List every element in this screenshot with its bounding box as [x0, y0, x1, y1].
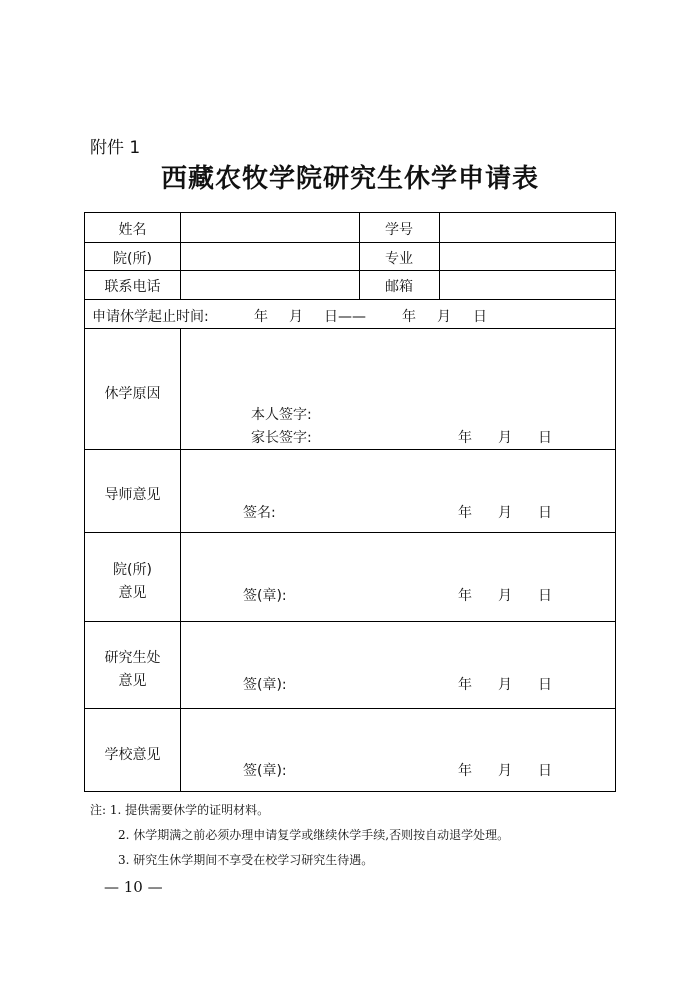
period-start-year: 年	[254, 309, 268, 325]
period-end-day: 日	[473, 309, 487, 325]
reason-label: 休学原因	[104, 386, 161, 402]
college-date: 年 月 日	[458, 588, 552, 604]
school-seal-label: 签(章):	[243, 763, 287, 779]
period-start-month: 月	[289, 309, 303, 325]
phone-field[interactable]	[185, 276, 355, 294]
college-seal-label: 签(章):	[243, 588, 287, 604]
student-id-label: 学号	[385, 222, 413, 238]
advisor-date: 年 月 日	[458, 505, 552, 521]
major-field[interactable]	[445, 248, 615, 266]
phone-label: 联系电话	[104, 279, 161, 295]
parent-signature-label: 家长签字:	[251, 430, 312, 446]
grad-office-opinion-label: 研究生处	[104, 650, 161, 666]
note-2: 2. 休学期满之前必须办理申请复学或继续休学手续,否则按自动退学处理。	[118, 828, 510, 842]
college-opinion-field[interactable]	[185, 537, 613, 577]
grad-office-seal-label: 签(章):	[243, 677, 287, 693]
email-field[interactable]	[445, 276, 615, 294]
reason-field[interactable]	[185, 333, 613, 403]
note-3: 3. 研究生休学期间不享受在校学习研究生待遇。	[118, 853, 374, 867]
period-label: 申请休学起止时间:	[92, 309, 209, 325]
note-1: 注: 1. 提供需要休学的证明材料。	[90, 803, 270, 817]
college-opinion-label-2: 意见	[118, 585, 147, 601]
attachment-label: 附件 1	[90, 138, 141, 158]
page-title: 西藏农牧学院研究生休学申请表	[160, 164, 539, 194]
period-end-year: 年	[402, 309, 416, 325]
college-opinion-label: 院(所)	[113, 562, 152, 578]
reason-date: 年 月 日	[458, 430, 552, 446]
period-start-day: 日——	[324, 309, 366, 325]
college-label: 院(所)	[113, 251, 152, 267]
school-opinion-label: 学校意见	[104, 747, 161, 763]
name-label: 姓名	[118, 222, 147, 238]
notes	[90, 798, 509, 873]
advisor-opinion-label: 导师意见	[104, 487, 161, 503]
school-date: 年 月 日	[458, 763, 552, 779]
major-label: 专业	[385, 251, 413, 267]
college-field[interactable]	[185, 248, 355, 266]
grad-office-opinion-label-2: 意见	[118, 673, 147, 689]
advisor-opinion-field[interactable]	[185, 455, 613, 495]
leave-application-form	[84, 212, 616, 792]
grad-office-opinion-field[interactable]	[185, 626, 613, 666]
grad-office-date: 年 月 日	[458, 677, 552, 693]
self-signature-label: 本人签字:	[251, 407, 312, 423]
period-end-month: 月	[437, 309, 451, 325]
student-id-field[interactable]	[445, 219, 615, 237]
advisor-signature-label: 签名:	[243, 505, 276, 521]
name-field[interactable]	[185, 219, 355, 237]
school-opinion-field[interactable]	[185, 713, 613, 753]
page-number: — 10 —	[104, 878, 163, 896]
email-label: 邮箱	[385, 279, 413, 295]
